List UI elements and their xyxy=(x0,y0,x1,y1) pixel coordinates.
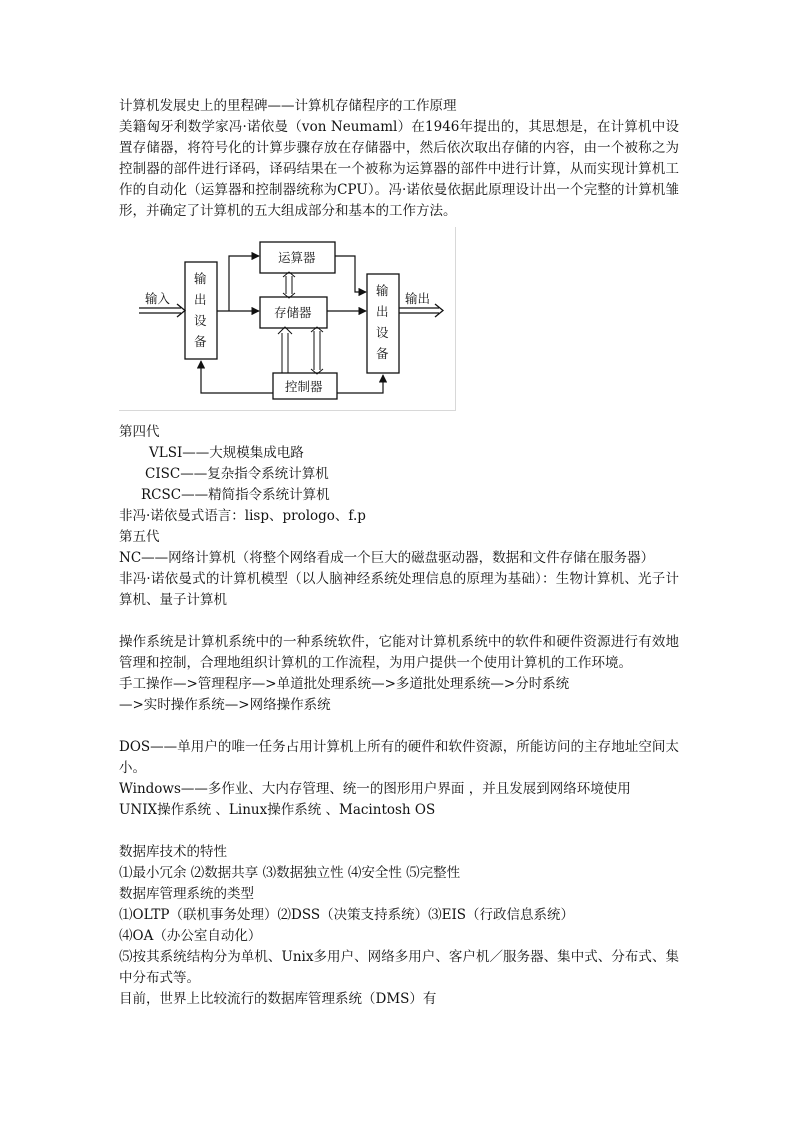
von-neumann-diagram xyxy=(119,227,456,411)
db-features-heading: 数据库技术的特性 xyxy=(119,844,227,860)
db-types-line-1: ⑴OLTP（联机事务处理）⑵DSS（决策支持系统）⑶EIS（行政信息系统） xyxy=(119,907,575,923)
db-types-heading: 数据库管理系统的类型 xyxy=(119,886,254,902)
gen4-item-cisc: CISC——复杂指令系统计算机 xyxy=(145,466,329,482)
input-device-char-1: 输 xyxy=(194,271,207,286)
input-device-char-4: 备 xyxy=(194,334,207,349)
intro-paragraph: 美籍匈牙利数学家冯·诺依曼（von Neumaml）在1946年提出的，其思想是，在计算机中设置存储器，将符号化的计算步骤存放在存储器中，然后依次取出存储的内容，由一个被称之为控制器的部件进行译码，译码结果在一个被称为运算器的部件中进行计算，从而实现计算机工作的自动化（运算器和控制器统称为CPU）。冯·诺依曼依据此原理设计出一个完整的计算机雏形，并确定了计算机的五大组成部分和基本的工作方法。 xyxy=(119,119,679,219)
controller-label: 控制器 xyxy=(285,379,323,394)
os-evolution-line-2: —>实时操作系统—>网络操作系统 xyxy=(119,697,331,713)
db-types-line-3: ⑸按其系统结构分为单机、Unix多用户、网络多用户、客户机／服务器、集中式、分布式、集中分布式等。 xyxy=(119,949,679,986)
output-arrow-head xyxy=(435,304,443,317)
unix-linux-mac: UNIX操作系统 、Linux操作系统 、Macintosh OS xyxy=(119,802,436,818)
os-paragraph: 操作系统是计算机系统中的一种系统软件，它能对计算机系统中的软件和硬件资源进行有效地管理和控制，合理地组织计算机的工作流程，为用户提供一个使用计算机的工作环境。 xyxy=(119,634,679,671)
document-title: 计算机发展史上的里程碑——计算机存储程序的工作原理 xyxy=(119,98,457,114)
non-neumann-language: 非冯·诺依曼式语言：lisp、prologo、f.p xyxy=(119,508,366,524)
alu-to-output-arrow xyxy=(335,256,366,292)
output-device-char-2: 出 xyxy=(376,304,389,319)
output-label: 输出 xyxy=(405,291,431,306)
dos-description: DOS——单用户的唯一任务占用计算机上所有的硬件和软件资源，所能访问的主存地址空间太小。 xyxy=(119,739,679,776)
alu-label: 运算器 xyxy=(278,250,316,265)
gen5-non-neumann-model: 非冯·诺依曼式的计算机模型（以人脑神经系统处理信息的原理为基础）：生物计算机、光子计算机、量子计算机 xyxy=(119,571,679,608)
output-device-char-4: 备 xyxy=(376,346,389,361)
windows-description: Windows——多作业、大内存管理、统一的图形用户界面 ，并且发展到网络环境使用 xyxy=(119,781,631,797)
input-label: 输入 xyxy=(145,291,171,306)
gen5-heading: 第五代 xyxy=(119,529,160,545)
gen4-item-vlsi: VLSI——大规模集成电路 xyxy=(149,445,304,461)
spacer xyxy=(119,716,679,737)
input-device-char-3: 设 xyxy=(194,313,207,328)
gen5-nc: NC——网络计算机（将整个网络看成一个巨大的磁盘驱动器，数据和文件存储在服务器） xyxy=(119,550,655,566)
db-types-line-2: ⑷OA（办公室自动化） xyxy=(119,928,262,944)
gen4-item-rcsc: RCSC——精简指令系统计算机 xyxy=(141,487,330,503)
gen4-heading: 第四代 xyxy=(119,424,160,440)
db-features: ⑴最小冗余 ⑵数据共享 ⑶数据独立性 ⑷安全性 ⑸完整性 xyxy=(119,865,461,881)
output-device-char-3: 设 xyxy=(376,325,389,340)
document-page xyxy=(119,96,679,1010)
output-device-char-1: 输 xyxy=(376,283,389,298)
controller-to-output-arrow xyxy=(337,375,383,393)
diagram-svg xyxy=(119,227,455,410)
controller-to-input-arrow xyxy=(201,361,273,393)
memory-label: 存储器 xyxy=(274,305,312,320)
os-evolution-line-1: 手工操作—>管理程序—>单道批处理系统—>多道批处理系统—>分时系统 xyxy=(119,676,570,692)
input-to-alu-arrow xyxy=(229,256,259,311)
spacer xyxy=(119,821,679,842)
db-current-dms: 目前，世界上比较流行的数据库管理系统（DMS）有 xyxy=(119,991,437,1007)
spacer xyxy=(119,611,679,632)
input-arrow-head xyxy=(177,304,185,317)
input-device-char-2: 出 xyxy=(194,292,207,307)
